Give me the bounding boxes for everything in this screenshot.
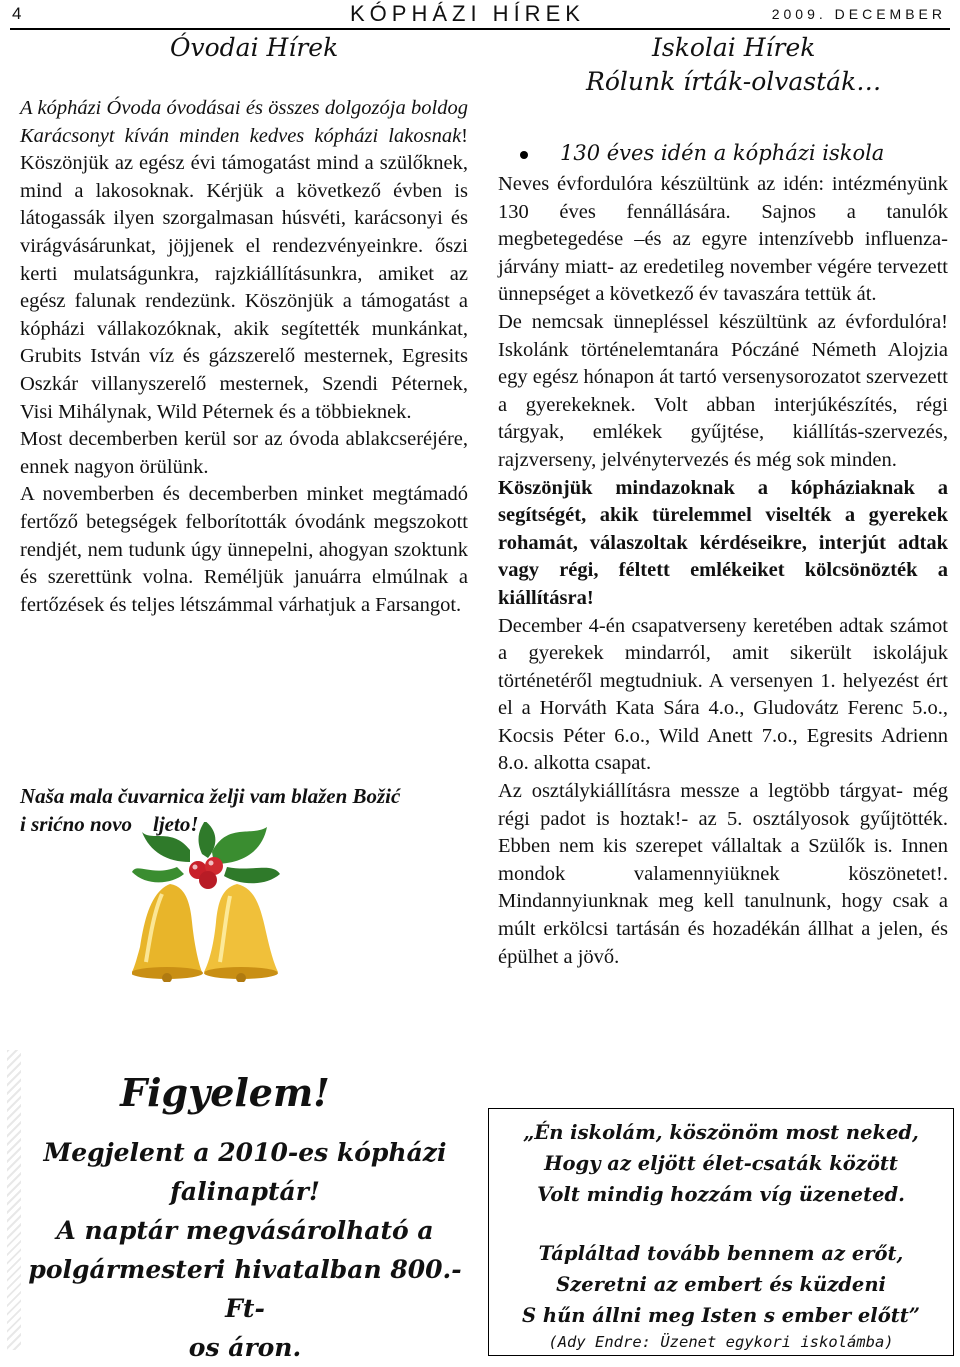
- page-header: [0, 0, 960, 30]
- kindergarten-paragraph-2: Most decemberben kerül sor az óvoda ablakcseréjére, ennek nagyon örülünk.: [20, 428, 468, 478]
- holly-berries: [189, 857, 223, 889]
- calendar-notice: [20, 1070, 470, 1367]
- left-section-title: Óvodai Hírek: [170, 33, 339, 62]
- notice-line-2: falinaptár!: [170, 1177, 320, 1206]
- school-bullet-heading: [530, 141, 884, 165]
- kindergarten-paragraph-3: A novemberben és decemberben minket megtámadó fertőző betegségek felborították óvodánk megszokott rendjét, nem tudunk úgy ünnepelni, ahogyan szoktunk és szerettünk volna. Reméljük januárra elmúlnak a fertőzések és teljes létszámmal várhatjuk a Farsangot.: [20, 483, 468, 616]
- poem-attribution: (Ady Endre: Üzenet egykori iskolámba): [548, 1333, 894, 1351]
- issue-date: 2009. DECEMBER: [771, 6, 946, 22]
- page-number: 4: [12, 4, 22, 23]
- poem-line-4: Tápláltad tovább bennem az erőt,: [538, 1242, 904, 1265]
- poem-line-2: Hogy az eljött élet-csaták között: [544, 1152, 898, 1175]
- school-paragraph-3: December 4-én csapatverseny keretében adtak számot a gyerekek mindarról, amit sikerült iskolájuk történetéről megtudniuk. A versenyen 1. helyezést ért el a Horváth Kata Sára 4.o., Gludovátz Ferenc 5.o., Kocsis Péter 6.o., Wild Anett 7.o., Egresits Adrienn 8.o. alkotta csapat.: [498, 614, 948, 775]
- school-paragraph-1: Neves évfordulóra készültünk az idén: intézményünk 130 éves fennállására. Sajnos a tanulók megbetegedése –és az egyre intenzívebb influenza-járvány miatt- az eredetileg november végére tervezett ünnepséget a következő év tavaszára tettük át.: [498, 173, 948, 306]
- header-rule: [10, 28, 950, 30]
- poem-line-3: Volt mindig hozzám víg üzeneted.: [537, 1183, 905, 1206]
- right-section-title: Iskolai Hírek: [652, 33, 816, 62]
- left-bell: [132, 884, 203, 982]
- poem-line-6: S hűn állni meg Isten s ember előtt”: [522, 1304, 920, 1327]
- notice-line-3: A naptár megvásárolható a: [56, 1216, 434, 1245]
- poem-line-5: Szeretni az embert és küzdeni: [556, 1273, 886, 1296]
- notice-heading: Figyelem!: [120, 1070, 330, 1115]
- christmas-bells-illustration: [132, 822, 282, 982]
- right-section-subtitle: Rólunk írták-olvasták…: [586, 67, 882, 96]
- school-article: [498, 171, 948, 971]
- notice-line-1: Megjelent a 2010-es kópházi: [43, 1138, 447, 1167]
- school-paragraph-2: De nemcsak ünnepléssel készültünk az évfordulóra! Iskolánk történelemtanára Póczáné Németh Alojzia egy egész hónapon át tartó versenysorozatot szervezett a gyerekeknek. Volt abban interjúkészítés, régi tárgyak, emlékek gyűjtése, kiállítás-szervezés, rajzverseny, jelvénytervezés és még sok minden.: [498, 310, 948, 471]
- masthead: KÓPHÁZI HÍREK: [350, 1, 585, 26]
- school-bullet-text: 130 éves idén a kópházi iskola: [560, 141, 885, 165]
- croatian-greeting-line-1: Naša mala čuvarnica želji vam blažen Božić: [20, 784, 401, 808]
- kindergarten-intro: A kópházi Óvoda óvodásai és összes dolgozója boldog Karácsonyt kíván minden kedves kópházi lakosnak: [20, 97, 468, 147]
- notice-line-4: polgármesteri hivatalban 800.- Ft-: [28, 1255, 462, 1323]
- bullet-icon: [520, 151, 528, 159]
- kindergarten-paragraph-1-rest: ! Köszönjük az egész évi támogatást mind a szülőknek, mind a lakosoknak. Kérjük a következő évben is látogassák ilyen szorgalmasan húsvéti, karácsonyi és virágvásárunkat, jöjjenek el rendezvényeinkre. őszi kerti mulatságunkra, rajzkiállításunkra, amiket az egész falunak rendezünk. Köszönjük a támogatást a kópházi vállakozóknak, akik segítették munkánkat, Grubits István víz és gázszerelő mesternek, Egresits Oszkár villanyszerelő mesternek, Szendi Péternek, Visi Mihálynak, Wild Péternek és a többieknek.: [20, 124, 468, 423]
- right-bell: [204, 884, 278, 982]
- school-paragraph-4: Az osztálykiállításra messze a legtöbb tárgyat- még régi padot is hoztak!- az 5. osztályosok gyűjtötték. Ebben nem kis szerepet vállaltak a Szülők is. Innen mondok valamennyiüknek köszönetet!. Mindannyiunknak meg kell tanulnunk, hogy csak a múlt erkölcsi tartásán és hozadékán állhat a jelen, és épülhet a jövő.: [498, 780, 948, 968]
- croatian-greeting-line-2: i srićno novo ljeto!: [20, 812, 199, 836]
- poem-box: [488, 1108, 954, 1356]
- poem-line-1: „Én iskolám, köszönöm most neked,: [523, 1121, 919, 1144]
- kindergarten-paragraph-1: [20, 95, 468, 426]
- kindergarten-article: [20, 95, 468, 619]
- notice-line-5: os áron.: [188, 1333, 302, 1362]
- school-thanks-paragraph: Köszönjük mindazoknak a kópháziaknak a segítségét, akik türelemmel viselték a gyerekek rohamát, válaszoltak kérdéseikre, interjút adtak vagy régi, féltett emlékeiket kölcsönözték a kiállításra!: [498, 476, 948, 609]
